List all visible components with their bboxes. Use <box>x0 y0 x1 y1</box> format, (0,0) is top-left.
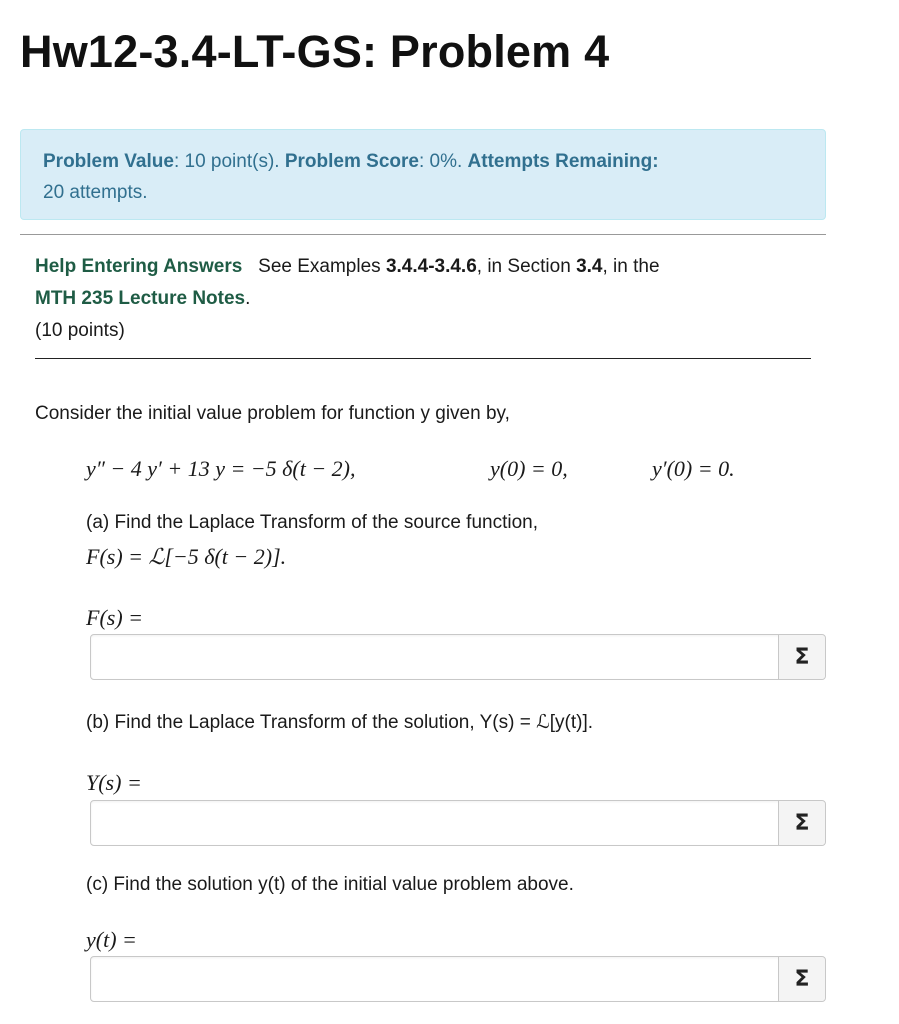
equation-editor-button[interactable] <box>778 801 825 845</box>
page-title: Hw12-3.4-LT-GS: Problem 4 <box>20 26 610 77</box>
problem-value-label: Problem Value <box>43 151 174 172</box>
problem-score-text: : 0%. <box>418 151 468 172</box>
section-ref: 3.4 <box>576 256 603 277</box>
initial-condition-2: y′(0) = 0. <box>652 456 735 481</box>
attempts-text: 20 attempts. <box>43 182 148 203</box>
part-a-definition: F(s) = ℒ[−5 δ(t − 2)]. <box>86 544 287 569</box>
part-b-answer-label: Y(s) = <box>86 770 142 795</box>
sigma-icon: Σ <box>794 810 810 836</box>
help-text: . <box>245 288 251 309</box>
part-a-prompt: (a) Find the Laplace Transform of the source function, <box>86 512 539 533</box>
equation-editor-button[interactable] <box>778 957 825 1001</box>
part-b-answer-input[interactable] <box>91 801 780 845</box>
help-text: , in Section <box>476 256 577 277</box>
help-section <box>35 251 815 347</box>
problem-score-label: Problem Score <box>284 151 419 172</box>
problem-info-box <box>20 129 826 220</box>
help-text: See Examples <box>258 256 386 277</box>
sigma-icon: Σ <box>794 966 810 992</box>
problem-intro: Consider the initial value problem for function y given by, <box>35 403 510 424</box>
part-c-answer-box <box>90 956 826 1002</box>
help-text: , in the <box>602 256 660 277</box>
part-c-answer-label: y(t) = <box>86 927 137 952</box>
problem-value-text: : 10 point(s). <box>173 151 285 172</box>
attempts-label: Attempts Remaining: <box>467 151 659 172</box>
problem-points: (10 points) <box>35 320 125 341</box>
initial-condition-1: y(0) = 0, <box>490 456 568 481</box>
help-entering-answers-link[interactable]: Help Entering Answers <box>35 256 243 277</box>
ode-equation: y″ − 4 y′ + 13 y = −5 δ(t − 2), <box>86 456 356 481</box>
part-c-prompt: (c) Find the solution y(t) of the initial value problem above. <box>86 874 574 895</box>
part-a-answer-box <box>90 634 826 680</box>
part-a-answer-input[interactable] <box>91 635 780 679</box>
divider <box>35 358 811 359</box>
equation-editor-button[interactable] <box>778 635 825 679</box>
lecture-notes-link[interactable]: MTH 235 Lecture Notes <box>35 288 246 309</box>
divider <box>20 234 826 235</box>
sigma-icon: Σ <box>794 644 810 670</box>
examples-ref: 3.4.4-3.4.6 <box>385 256 477 277</box>
part-b-answer-box <box>90 800 826 846</box>
part-c-answer-input[interactable] <box>91 957 780 1001</box>
part-a-answer-label: F(s) = <box>86 605 143 630</box>
part-b-prompt: (b) Find the Laplace Transform of the solution, Y(s) = ℒ[y(t)]. <box>86 712 594 733</box>
